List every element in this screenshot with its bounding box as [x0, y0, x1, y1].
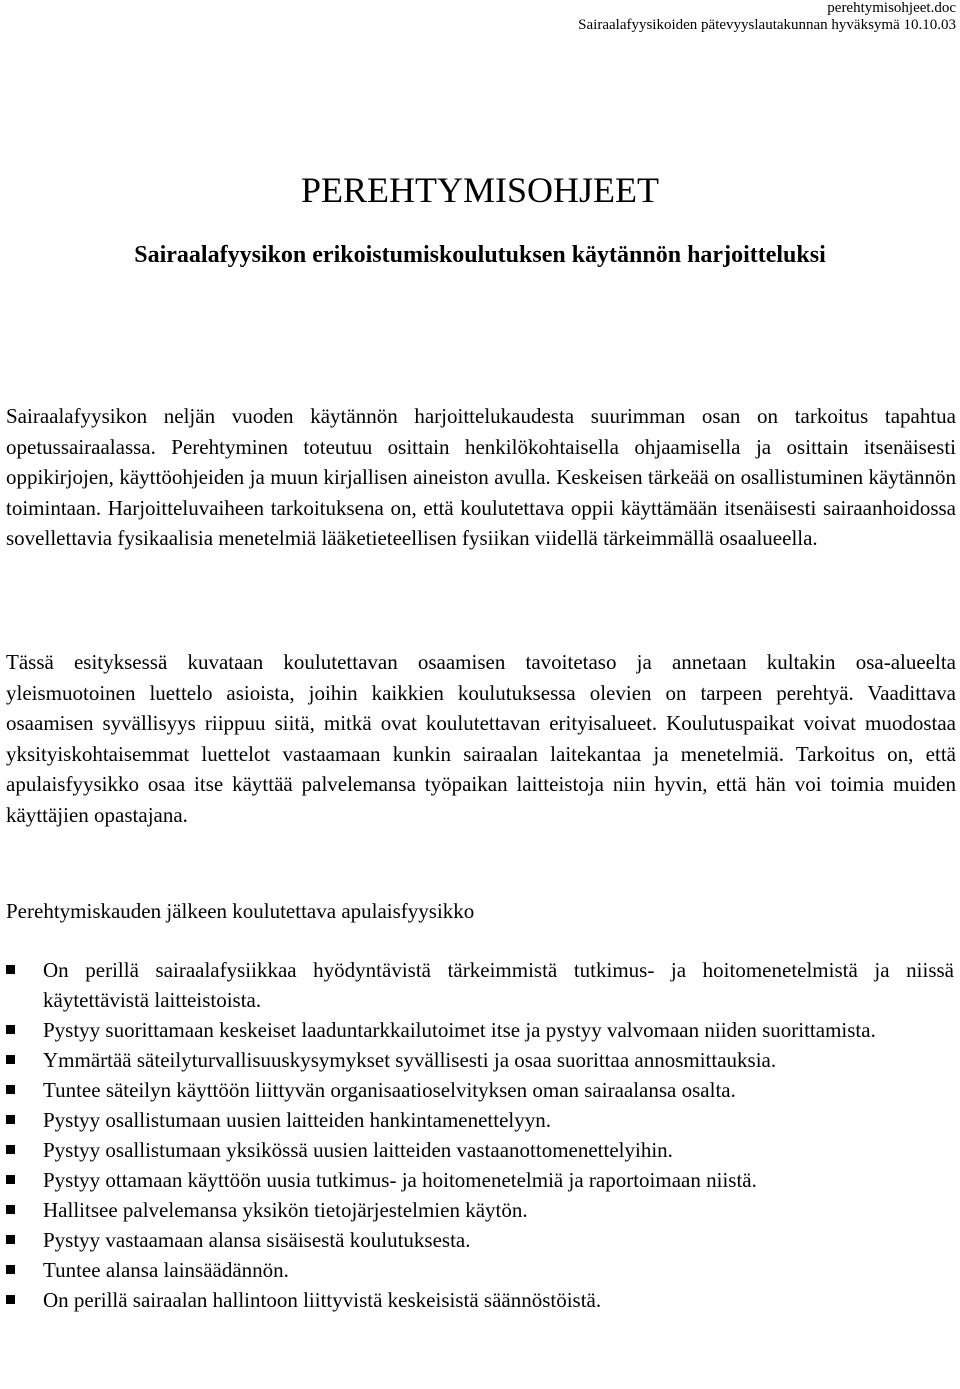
header-filename: perehtymisohjeet.doc — [827, 0, 956, 16]
list-item-text: On perillä sairaalan hallintoon liittyvistä keskeisistä säännöstöistä. — [43, 1288, 602, 1312]
competence-list — [0, 955, 960, 1315]
list-item — [0, 1135, 960, 1165]
bullet-square-icon — [6, 1085, 15, 1094]
list-item-text: Pystyy ottamaan käyttöön uusia tutkimus- ja hoitomenetelmiä ja raportoimaan niistä. — [43, 1168, 757, 1192]
list-item-text: Pystyy osallistumaan uusien laitteiden hankintamenettelyyn. — [43, 1108, 551, 1132]
document-title: PEREHTYMISOHJEET — [301, 170, 659, 210]
description-paragraph: Tässä esityksessä kuvataan koulutettavan osaamisen tavoitetaso ja annetaan kultakin osa-alueelta yleismuotoinen luettelo asioista, joihin kaikkien koulutuksessa olevien on tarpeen perehtyä. Vaadittava osaamisen syvällisyys riippuu siitä, mitkä ovat koulutettavan erityisalueet. Koulutuspaikat voivat muodostaa yksityiskohtaisemmat luettelot vastaamaan kunkin sairaalan laitekantaa ja menetelmiä. Tarkoitus on, että apulaisfyysikko osaa itse käyttää palvelemansa työpaikan laitteistoja niin hyvin, että hän voi toimia muiden käyttäjien opastajana. — [6, 650, 956, 827]
list-item-text: Pystyy vastaamaan alansa sisäisestä koulutuksesta. — [43, 1228, 471, 1252]
document-subtitle: Sairaalafyysikon erikoistumiskoulutuksen käytännön harjoitteluksi — [134, 242, 826, 268]
intro-paragraph: Sairaalafyysikon neljän vuoden käytännön harjoittelukaudesta suurimman osan on tarkoitus tapahtua opetussairaalassa. Perehtyminen toteutuu osittain henkilökohtaisella ohjaamisella ja osittain itsenäisesti oppikirjojen, käyttöohjeiden ja muun kirjallisen aineiston avulla. Keskeisen tärkeää on osallistuminen käytännön toimintaan. Harjoitteluvaiheen tarkoituksena on, että koulutettava oppii käyttämään itsenäisesti sairaanhoidossa sovellettavia fysikaalisia menetelmiä lääketieteellisen fysiikan viidellä tärkeimmällä osaalueella. — [6, 404, 956, 550]
list-item — [0, 1255, 960, 1285]
bullet-square-icon — [6, 1265, 15, 1274]
bullet-square-icon — [6, 1025, 15, 1034]
bullet-square-icon — [6, 1175, 15, 1184]
list-item-text: Tuntee säteilyn käyttöön liittyvän organisaatioselvityksen oman sairaalansa osalta. — [43, 1078, 736, 1102]
bullet-square-icon — [6, 1205, 15, 1214]
list-item-text: Hallitsee palvelemansa yksikön tietojärjestelmien käytön. — [43, 1198, 528, 1222]
list-item — [0, 1225, 960, 1255]
list-item — [0, 1285, 960, 1315]
list-item — [0, 1045, 960, 1075]
list-item-text: Pystyy osallistumaan yksikössä uusien laitteiden vastaanottomenettelyihin. — [43, 1138, 673, 1162]
bullet-square-icon — [6, 1115, 15, 1124]
list-item — [0, 1165, 960, 1195]
list-item — [0, 1105, 960, 1135]
list-item — [0, 1015, 960, 1045]
list-item-text: Pystyy suorittamaan keskeiset laaduntarkkailutoimet itse ja pystyy valvomaan niiden suorittamista. — [43, 1018, 876, 1042]
list-item — [0, 1195, 960, 1225]
bullet-square-icon — [6, 1295, 15, 1304]
list-item-text: On perillä sairaalafysiikkaa hyödyntävistä tärkeimmistä tutkimus- ja hoitomenetelmistä ja niissä käytettävistä laitteistoista. — [43, 958, 954, 1012]
bullet-square-icon — [6, 1235, 15, 1244]
list-item — [0, 955, 960, 1015]
bullet-square-icon — [6, 965, 15, 974]
header-approval: Sairaalafyysikoiden pätevyyslautakunnan hyväksymä 10.10.03 — [578, 17, 956, 33]
list-item-text: Tuntee alansa lainsäädännön. — [43, 1258, 289, 1282]
list-lead-paragraph: Perehtymiskauden jälkeen koulutettava apulaisfyysikko — [6, 899, 475, 923]
bullet-square-icon — [6, 1145, 15, 1154]
list-item — [0, 1075, 960, 1105]
bullet-square-icon — [6, 1055, 15, 1064]
page-header — [578, 0, 956, 34]
list-item-text: Ymmärtää säteilyturvallisuuskysymykset syvällisesti ja osaa suorittaa annosmittauksia. — [43, 1048, 777, 1072]
